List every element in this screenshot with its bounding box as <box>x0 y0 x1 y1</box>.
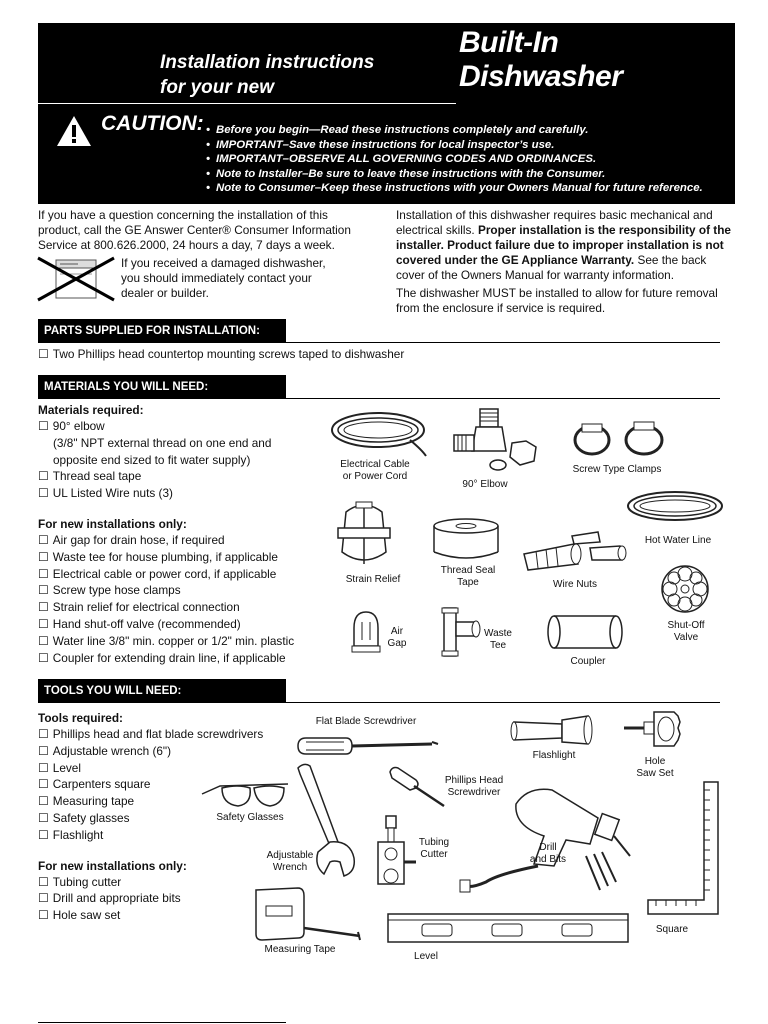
tool-new-item: ☐ Hole saw set <box>38 907 278 924</box>
tool-item: ☐ Safety glasses <box>38 810 278 827</box>
material-new-item: ☐ Waste tee for house plumbing, if applicable <box>38 549 328 566</box>
material-new-item: ☐ Coupler for extending drain line, if applicable <box>38 650 328 667</box>
wire-nuts-icon <box>520 528 632 576</box>
materials-new-heading: For new installations only: <box>38 516 187 531</box>
square-caption: Square <box>655 924 689 935</box>
cable-caption <box>330 459 420 483</box>
level-caption: Level <box>414 951 438 962</box>
section-rule <box>286 398 720 399</box>
level-icon <box>386 912 630 946</box>
measuring-tape-caption: Measuring Tape <box>264 944 336 955</box>
tool-item: ☐ Adjustable wrench (6") <box>38 743 278 760</box>
footer-rule <box>38 1022 286 1023</box>
electrical-cable-icon <box>330 410 430 460</box>
tool-new-item: ☐ Tubing cutter <box>38 874 278 891</box>
tubing-caption-line: Cutter <box>420 849 448 860</box>
waste-tee-caption-line: Waste <box>484 628 512 639</box>
flat-screwdriver-caption: Flat Blade Screwdriver <box>315 716 417 727</box>
drill-icon <box>458 782 638 896</box>
caution-item: • Note to Consumer–Keep these instructions with your Owners Manual for future reference. <box>206 181 731 196</box>
thread-seal-tape-icon <box>432 518 500 560</box>
tubing-caption-line: Tubing <box>418 837 450 848</box>
removal-paragraph: The dishwasher MUST be installed to allow for future removal from the enclosure if service is required. <box>396 286 718 315</box>
drill-caption <box>524 842 572 866</box>
safety-glasses-caption: Safety Glasses <box>216 812 284 823</box>
tool-new-item: ☐ Drill and appropriate bits <box>38 890 278 907</box>
installation-note <box>396 208 731 319</box>
header-banner <box>38 23 735 204</box>
coupler-icon <box>546 612 626 652</box>
clamps-caption: Screw Type Clamps <box>572 464 662 475</box>
caution-item: • Note to Installer–Be sure to leave these instructions with the Consumer. <box>206 167 731 182</box>
caution-list <box>206 123 731 196</box>
elbow-caption: 90° Elbow <box>462 479 508 490</box>
material-new-item: ☐ Strain relief for electrical connection <box>38 599 328 616</box>
air-gap-caption <box>384 626 410 650</box>
tool-item: ☐ Flashlight <box>38 827 278 844</box>
air-gap-icon <box>350 610 382 658</box>
caution-item: • Before you begin—Read these instructions completely and carefully. <box>206 123 731 138</box>
header-divider <box>38 103 456 104</box>
tools-new-heading: For new installations only: <box>38 858 187 873</box>
caution-item: • IMPORTANT–Save these instructions for local inspector’s use. <box>206 138 731 153</box>
clamps-icon <box>572 420 668 460</box>
material-new-item: ☐ Hand shut-off valve (recommended) <box>38 616 328 633</box>
safety-glasses-icon <box>200 782 292 810</box>
product-title-line2: Dishwasher <box>459 60 623 93</box>
wrench-caption-line: Adjustable <box>266 850 314 861</box>
tools-required-heading: Tools required: <box>38 711 123 725</box>
measuring-tape-icon <box>252 884 364 944</box>
install-title-line1: Installation instructions <box>160 52 375 73</box>
hole-saw-caption-line: Hole <box>644 756 666 767</box>
waste-tee-icon <box>440 606 484 658</box>
materials-required-heading: Materials required: <box>38 403 144 417</box>
material-new-item: ☐ Water line 3/8" min. copper or 1/2" min. plastic <box>38 633 328 650</box>
hole-saw-icon <box>622 708 682 754</box>
materials-section-title: MATERIALS YOU WILL NEED: <box>38 375 286 399</box>
install-title-line2: for your new <box>160 77 275 98</box>
phillips-caption-line: Screwdriver <box>447 787 501 798</box>
tape-caption-line: Thread Seal <box>440 565 496 576</box>
material-new-item: ☐ Screw type hose clamps <box>38 582 328 599</box>
wire-nuts-caption: Wire Nuts <box>553 579 597 590</box>
tubing-cutter-caption <box>414 837 454 861</box>
cable-caption-line: Electrical Cable <box>340 459 410 470</box>
carpenters-square-icon <box>646 780 720 918</box>
material-item: ☐ Thread seal tape <box>38 468 328 485</box>
strain-relief-caption: Strain Relief <box>345 574 401 585</box>
shut-off-valve-icon <box>660 564 710 614</box>
tool-item: ☐ Level <box>38 760 278 777</box>
air-gap-caption-line: Gap <box>387 638 407 649</box>
damage-note: If you received a damaged dishwasher, you should immediately contact your dealer or builder. <box>121 256 326 300</box>
caution-label: CAUTION: <box>101 112 204 135</box>
cable-caption-line: or Power Cord <box>342 471 408 482</box>
parts-section-title: PARTS SUPPLIED FOR INSTALLATION: <box>38 319 286 343</box>
damaged-dishwasher-icon <box>38 254 114 302</box>
section-rule <box>286 342 720 343</box>
installation-paragraph <box>396 208 731 283</box>
answer-center-paragraph: If you have a question concerning the installation of this product, call the GE Answer Center® Consumer Information Service at 800.626.2000, 24 hours a day, 7 days a week. <box>38 208 351 252</box>
flashlight-caption: Flashlight <box>532 750 576 761</box>
hot-water-caption: Hot Water Line <box>644 535 712 546</box>
material-item-detail: opposite end sized to fit water supply) <box>53 452 251 467</box>
coupler-caption: Coupler <box>570 656 606 667</box>
tool-item: ☐ Phillips head and flat blade screwdrivers <box>38 726 278 743</box>
tools-section-title: TOOLS YOU WILL NEED: <box>38 679 286 703</box>
shutoff-caption <box>654 620 718 644</box>
drill-caption-line: and Bits <box>529 854 567 865</box>
warranty-text: See the back cover of the Owners Manual for warranty information. <box>396 253 707 282</box>
flat-screwdriver-icon <box>296 734 442 756</box>
material-new-item: ☐ Air gap for drain hose, if required <box>38 532 328 549</box>
waste-tee-caption-line: Tee <box>489 640 507 651</box>
material-item: ☐ UL Listed Wire nuts (3) <box>38 485 328 502</box>
material-item-detail: (3/8" NPT external thread on one end and <box>53 435 272 450</box>
caution-item: • IMPORTANT–OBSERVE ALL GOVERNING CODES AND ORDINANCES. <box>206 152 731 167</box>
tool-item: ☐ Carpenters square <box>38 776 278 793</box>
tool-item: ☐ Measuring tape <box>38 793 278 810</box>
tape-caption-line: Tape <box>457 577 479 588</box>
parts-item: ☐ Two Phillips head countertop mounting screws taped to dishwasher <box>38 346 404 363</box>
hot-water-line-icon <box>625 488 725 524</box>
product-title-line1: Built-In <box>459 26 559 59</box>
shutoff-caption-line: Shut-Off <box>667 620 705 631</box>
drill-caption-line: Drill <box>539 842 557 853</box>
shutoff-caption-line: Valve <box>673 632 699 643</box>
product-title <box>459 26 622 94</box>
responsibility-text: Proper installation is the responsibility of the installer. Product failure due to improper installation is not covered under the GE Appliance Warranty. <box>396 223 731 267</box>
material-new-item: ☐ Electrical cable or power cord, if applicable <box>38 566 328 583</box>
install-title <box>160 50 420 100</box>
materials-list <box>38 402 328 666</box>
hole-saw-caption <box>632 756 678 780</box>
hole-saw-caption-line: Saw Set <box>636 768 674 779</box>
phillips-caption-line: Phillips Head <box>444 775 504 786</box>
elbow-icon <box>450 405 540 475</box>
tubing-cutter-icon <box>372 814 418 898</box>
warning-icon <box>56 115 92 147</box>
strain-relief-icon <box>336 502 392 572</box>
air-gap-caption-line: Air <box>390 626 404 637</box>
wrench-caption-line: Wrench <box>272 862 308 873</box>
flashlight-icon <box>510 714 594 746</box>
wrench-caption <box>258 850 322 874</box>
installation-text: Installation of this dishwasher requires basic mechanical and electrical skills. <box>396 208 713 237</box>
tape-caption <box>430 565 506 589</box>
section-rule <box>286 702 720 703</box>
material-item: ☐ 90° elbow <box>38 418 328 435</box>
waste-tee-caption <box>480 628 516 652</box>
